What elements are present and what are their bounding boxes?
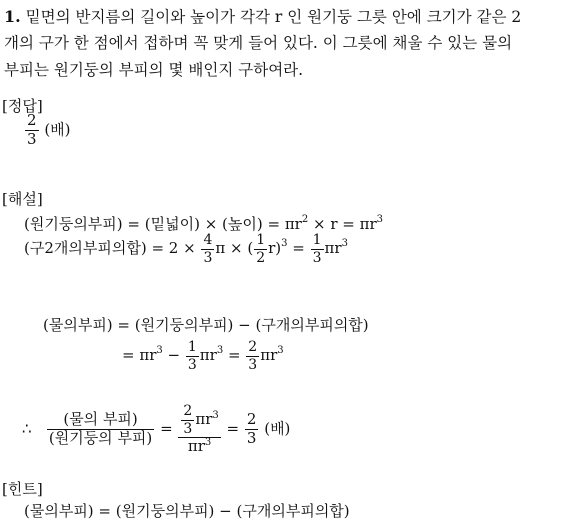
answer-frac-num: 2 [27,111,37,129]
solution-eq-2 [24,233,348,265]
eq2-tail: πr [324,239,342,258]
eq5-f3-num: 2 [246,410,257,429]
eq4-a: = πr [122,346,157,365]
eq2-f2-num: 1 [256,232,266,248]
answer-value [24,113,71,148]
eq5-f1-num: (물의 부피) [47,412,154,430]
eq1-mid: × r = πr [308,215,377,233]
eq5-f2-den [178,438,220,455]
eq2-f1-num: 4 [203,232,213,248]
eq2-frac-1 [201,233,214,265]
eq2-exp1: 3 [281,238,288,250]
eq5-unit: (배) [264,419,291,438]
eq4-frac-1 [186,340,199,372]
eq5-eq1: = [160,419,173,438]
problem-number: 1. [4,7,21,26]
eq5-f2-num-exp: 3 [212,410,219,422]
eq1-exp1: 2 [301,214,309,225]
eq5-f2-num-c: πr [195,410,213,429]
eq4-f2-den: 3 [248,356,258,373]
eq4-exp3: 3 [277,345,284,357]
eq2-f1-den: 3 [203,249,213,266]
solution-eq-5 [22,404,290,455]
eq5-f2-num [178,404,220,438]
eq4-f1-num: 1 [187,339,197,355]
answer-fraction [25,113,39,148]
eq2-f2-den: 2 [256,249,266,266]
eq4-b: − [162,346,185,365]
eq5-f1-den: (원기둥의 부피) [48,429,153,448]
eq5-frac-1 [47,412,154,447]
problem-line-2: 개의 구가 한 점에서 접하며 꼭 맞게 들어 있다. 이 그릇에 채울 수 있는 물의 [4,34,513,52]
answer-frac-den: 3 [27,129,37,148]
eq1-exp2: 3 [376,214,384,225]
eq4-exp2: 3 [216,345,224,357]
answer-heading: [정답] [2,97,43,115]
eq5-frac-2 [178,404,220,455]
eq5-eq2: = [226,419,240,438]
solution-eq-1 [24,213,383,234]
eq5-f2-den-text: πr [187,437,205,456]
eq2-mid2: r) [268,239,282,258]
eq2-exp2: 3 [341,238,348,250]
eq1-lhs: (원기둥의부피) = (밑넓이) × (높이) = πr [24,215,302,233]
eq4-exp1: 3 [156,345,163,357]
eq5-frac-3 [245,412,259,447]
eq2-frac-3 [311,233,324,265]
eq4-c: πr [199,346,217,365]
eq2-f3-den: 3 [312,249,322,266]
solution-eq-4 [122,340,284,372]
answer-unit: (배) [44,120,71,139]
eq2-lhs: (구2개의부피의합) = 2 × [24,239,201,258]
eq2-frac-2 [254,233,267,265]
eq5-f2-inner-num: 2 [183,403,193,419]
eq5-f2-inner-frac [181,404,194,436]
eq5-f3-den: 3 [246,429,257,448]
solution-heading: [해설] [2,190,43,208]
problem-text-1: 밑면의 반지름의 길이와 높이가 각각 r 인 원기둥 그릇 안에 크기가 같은 2 [25,8,522,26]
hint-heading: [힌트] [2,480,43,498]
problem-line-3: 부피는 원기둥의 부피의 몇 배인지 구하여라. [4,61,304,79]
eq4-f2-num: 2 [248,339,258,355]
hint-text: (물의부피) = (원기둥의부피) − (구개의부피의합) [24,502,350,520]
therefore-symbol: ∴ [22,419,32,438]
eq2-f3-num: 1 [312,232,322,248]
eq2-mid1: π × ( [215,239,254,258]
eq4-f1-den: 3 [187,356,197,373]
solution-eq-3: (물의부피) = (원기둥의부피) − (구개의부피의합) [43,316,369,334]
problem-line-1 [4,4,521,30]
eq2-mid3: = [287,239,310,258]
eq5-f2-inner-den: 3 [183,420,193,437]
eq4-e: πr [260,346,278,365]
eq4-d: = [223,346,246,365]
eq4-frac-2 [246,340,259,372]
eq5-f2-den-exp: 3 [204,437,212,449]
